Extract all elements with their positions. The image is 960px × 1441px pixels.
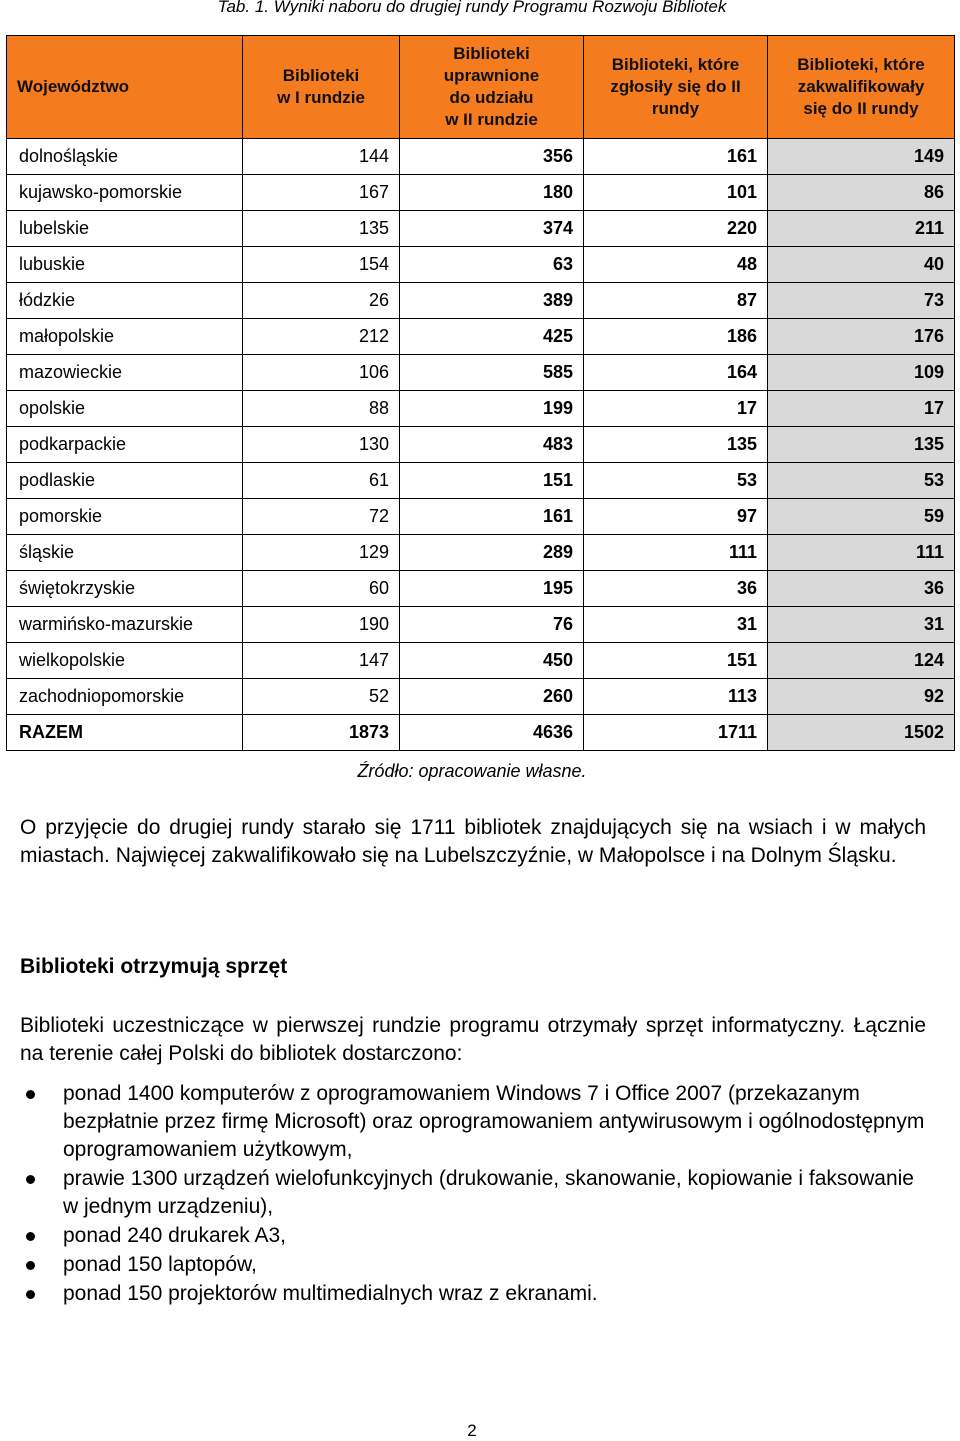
value-cell: 154 bbox=[243, 247, 400, 283]
region-cell: łódzkie bbox=[7, 283, 243, 319]
value-cell: 61 bbox=[243, 463, 400, 499]
value-cell: 63 bbox=[400, 247, 584, 283]
header-line: się do II rundy bbox=[803, 99, 919, 118]
section-heading: Biblioteki otrzymują sprzęt bbox=[20, 955, 288, 978]
value-cell: 59 bbox=[768, 499, 955, 535]
bullet-icon bbox=[26, 1232, 35, 1241]
value-cell: 1711 bbox=[584, 715, 768, 751]
value-cell: 36 bbox=[768, 571, 955, 607]
value-cell: 260 bbox=[400, 679, 584, 715]
value-cell: 212 bbox=[243, 319, 400, 355]
value-cell: 52 bbox=[243, 679, 400, 715]
bullet-icon bbox=[26, 1290, 35, 1299]
value-cell: 135 bbox=[243, 211, 400, 247]
header-line: do udziału bbox=[449, 88, 534, 107]
results-table bbox=[6, 35, 955, 751]
table-row bbox=[7, 283, 955, 319]
table-row bbox=[7, 535, 955, 571]
value-cell: 180 bbox=[400, 175, 584, 211]
value-cell: 144 bbox=[243, 139, 400, 175]
list-item-text: ponad 240 drukarek A3, bbox=[63, 1224, 287, 1247]
table-row bbox=[7, 175, 955, 211]
value-cell: 73 bbox=[768, 283, 955, 319]
header-cell-qualified bbox=[768, 36, 955, 139]
header-line: Biblioteki, które bbox=[797, 55, 925, 74]
page-number: 2 bbox=[467, 1421, 477, 1440]
header-cell-applied bbox=[584, 36, 768, 139]
list-item bbox=[20, 1222, 926, 1250]
value-cell: 149 bbox=[768, 139, 955, 175]
list-item-text: ponad 1400 komputerów z oprogramowaniem Windows 7 i Office 2007 (przekazanym bezpłatnie przez firmę Microsoft) oraz oprogramowaniem antywirusowym i ogólnodostępnym oprogramowaniem użytkowym, bbox=[63, 1082, 925, 1161]
table-row bbox=[7, 679, 955, 715]
value-cell: 106 bbox=[243, 355, 400, 391]
table-row bbox=[7, 247, 955, 283]
value-cell: 60 bbox=[243, 571, 400, 607]
region-cell: opolskie bbox=[7, 391, 243, 427]
table-row bbox=[7, 139, 955, 175]
value-cell: 483 bbox=[400, 427, 584, 463]
value-cell: 161 bbox=[584, 139, 768, 175]
list-item bbox=[20, 1280, 926, 1308]
value-cell: 199 bbox=[400, 391, 584, 427]
header-line: w I rundzie bbox=[277, 88, 365, 107]
value-cell: 53 bbox=[768, 463, 955, 499]
value-cell: 92 bbox=[768, 679, 955, 715]
header-line: uprawnione bbox=[443, 66, 540, 85]
region-cell: podkarpackie bbox=[7, 427, 243, 463]
header-line: Biblioteki, które bbox=[611, 55, 740, 74]
value-cell: 585 bbox=[400, 355, 584, 391]
list-item bbox=[20, 1080, 926, 1164]
region-cell: wielkopolskie bbox=[7, 643, 243, 679]
value-cell: 129 bbox=[243, 535, 400, 571]
value-cell: 135 bbox=[584, 427, 768, 463]
header-line: Województwo bbox=[17, 77, 130, 96]
value-cell: 1502 bbox=[768, 715, 955, 751]
region-cell: pomorskie bbox=[7, 499, 243, 535]
value-cell: 195 bbox=[400, 571, 584, 607]
value-cell: 167 bbox=[243, 175, 400, 211]
value-cell: 72 bbox=[243, 499, 400, 535]
region-cell: śląskie bbox=[7, 535, 243, 571]
value-cell: 76 bbox=[400, 607, 584, 643]
value-cell: 109 bbox=[768, 355, 955, 391]
header-cell-region bbox=[7, 36, 243, 139]
header-line: w II rundzie bbox=[445, 110, 538, 129]
table-row bbox=[7, 211, 955, 247]
bullet-icon bbox=[26, 1261, 35, 1270]
table-caption: Tab. 1. Wyniki naboru do drugiej rundy Programu Rozwoju Bibliotek bbox=[217, 0, 727, 16]
value-cell: 4636 bbox=[400, 715, 584, 751]
value-cell: 164 bbox=[584, 355, 768, 391]
header-cell-round1 bbox=[243, 36, 400, 139]
table-row bbox=[7, 499, 955, 535]
value-cell: 135 bbox=[768, 427, 955, 463]
region-cell: lubuskie bbox=[7, 247, 243, 283]
region-cell: małopolskie bbox=[7, 319, 243, 355]
value-cell: 17 bbox=[768, 391, 955, 427]
table-body bbox=[7, 139, 955, 751]
list-item bbox=[20, 1165, 926, 1221]
value-cell: 111 bbox=[768, 535, 955, 571]
bullet-icon bbox=[26, 1090, 35, 1099]
region-cell: kujawsko-pomorskie bbox=[7, 175, 243, 211]
value-cell: 48 bbox=[584, 247, 768, 283]
header-line: zakwalifikowały bbox=[797, 77, 925, 96]
value-cell: 87 bbox=[584, 283, 768, 319]
value-cell: 111 bbox=[584, 535, 768, 571]
table-row bbox=[7, 427, 955, 463]
value-cell: 97 bbox=[584, 499, 768, 535]
equipment-list bbox=[20, 1080, 926, 1309]
header-line: Biblioteki bbox=[282, 66, 360, 85]
table-row bbox=[7, 355, 955, 391]
value-cell: 186 bbox=[584, 319, 768, 355]
value-cell: 40 bbox=[768, 247, 955, 283]
header-line: zgłosiły się do II bbox=[610, 77, 741, 96]
table-row-total bbox=[7, 715, 955, 751]
list-item-text: ponad 150 laptopów, bbox=[63, 1253, 257, 1276]
table-row bbox=[7, 391, 955, 427]
value-cell: 289 bbox=[400, 535, 584, 571]
paragraph-equipment: Biblioteki uczestniczące w pierwszej rundzie programu otrzymały sprzęt informatyczny. Łącznie na terenie całej Polski do bibliotek dostarczono: bbox=[20, 1014, 926, 1065]
table-row bbox=[7, 571, 955, 607]
region-cell: warmińsko-mazurskie bbox=[7, 607, 243, 643]
value-cell: 211 bbox=[768, 211, 955, 247]
list-item-text: ponad 150 projektorów multimedialnych wraz z ekranami. bbox=[63, 1282, 598, 1305]
region-cell: mazowieckie bbox=[7, 355, 243, 391]
table-row bbox=[7, 607, 955, 643]
value-cell: 374 bbox=[400, 211, 584, 247]
value-cell: 425 bbox=[400, 319, 584, 355]
region-cell: RAZEM bbox=[7, 715, 243, 751]
region-cell: zachodniopomorskie bbox=[7, 679, 243, 715]
value-cell: 220 bbox=[584, 211, 768, 247]
value-cell: 151 bbox=[400, 463, 584, 499]
value-cell: 161 bbox=[400, 499, 584, 535]
list-item-text: prawie 1300 urządzeń wielofunkcyjnych (drukowanie, skanowanie, kopiowanie i faksowanie w jednym urządzeniu), bbox=[63, 1167, 914, 1218]
value-cell: 86 bbox=[768, 175, 955, 211]
value-cell: 389 bbox=[400, 283, 584, 319]
value-cell: 176 bbox=[768, 319, 955, 355]
value-cell: 190 bbox=[243, 607, 400, 643]
table-source: Źródło: opracowanie własne. bbox=[357, 761, 587, 781]
table-header-row bbox=[7, 36, 955, 139]
value-cell: 1873 bbox=[243, 715, 400, 751]
region-cell: podlaskie bbox=[7, 463, 243, 499]
table-row bbox=[7, 643, 955, 679]
value-cell: 147 bbox=[243, 643, 400, 679]
value-cell: 26 bbox=[243, 283, 400, 319]
table-row bbox=[7, 463, 955, 499]
paragraph-intro: O przyjęcie do drugiej rundy starało się 1711 bibliotek znajdujących się na wsiach i w małych miastach. Najwięcej zakwalifikowało się na Lubelszczyźnie, w Małopolsce i na Dolnym Śląsku. bbox=[20, 816, 926, 867]
header-cell-eligible bbox=[400, 36, 584, 139]
region-cell: świętokrzyskie bbox=[7, 571, 243, 607]
value-cell: 36 bbox=[584, 571, 768, 607]
bullet-icon bbox=[26, 1175, 35, 1184]
value-cell: 17 bbox=[584, 391, 768, 427]
value-cell: 151 bbox=[584, 643, 768, 679]
header-line: Biblioteki bbox=[453, 44, 530, 63]
list-item bbox=[20, 1251, 926, 1279]
value-cell: 124 bbox=[768, 643, 955, 679]
header-line: rundy bbox=[651, 99, 700, 118]
value-cell: 101 bbox=[584, 175, 768, 211]
value-cell: 450 bbox=[400, 643, 584, 679]
value-cell: 113 bbox=[584, 679, 768, 715]
value-cell: 31 bbox=[584, 607, 768, 643]
value-cell: 53 bbox=[584, 463, 768, 499]
value-cell: 88 bbox=[243, 391, 400, 427]
region-cell: dolnośląskie bbox=[7, 139, 243, 175]
table-row bbox=[7, 319, 955, 355]
value-cell: 356 bbox=[400, 139, 584, 175]
value-cell: 31 bbox=[768, 607, 955, 643]
region-cell: lubelskie bbox=[7, 211, 243, 247]
value-cell: 130 bbox=[243, 427, 400, 463]
